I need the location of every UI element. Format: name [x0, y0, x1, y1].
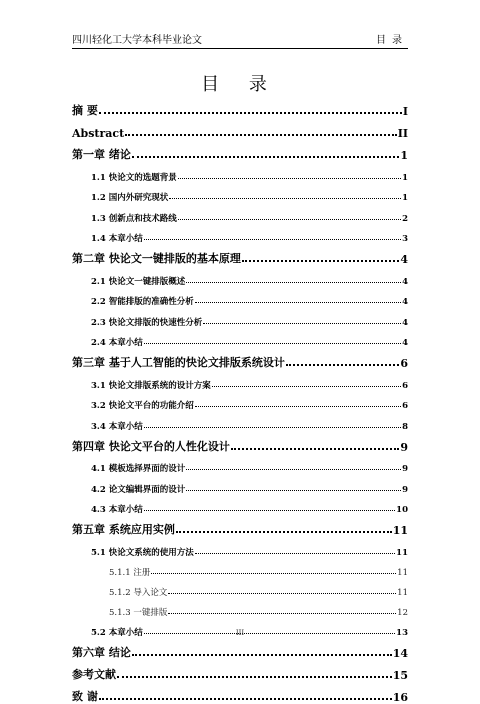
toc-entry-page: 15 [392, 669, 408, 682]
toc-entry-page: 3 [402, 234, 408, 244]
toc-entry-label: 第四章 快论文平台的人性化设计 [72, 439, 230, 453]
toc-entry[interactable] [72, 266, 408, 287]
toc-entry[interactable] [72, 558, 408, 578]
toc-dot-leader [195, 302, 401, 303]
toc-entry-label: 4.3 本章小结 [91, 505, 143, 515]
toc-entry-label: 4.2 论文编辑界面的设计 [91, 484, 186, 495]
toc-entry-label: 摘 要 [72, 104, 98, 117]
toc-entry-page: I [402, 105, 408, 118]
toc-entry-page: 2 [402, 213, 408, 224]
toc-entry-page: 6 [402, 380, 408, 391]
toc-entry-label: 5.1 快论文系统的使用方法 [91, 547, 194, 558]
toc-entry[interactable] [72, 391, 408, 412]
toc-entry-page: 11 [392, 524, 408, 537]
toc-entry-page: 13 [396, 628, 408, 638]
toc-entry-label: 5.1.1 注册 [109, 567, 151, 578]
toc-entry[interactable] [72, 578, 408, 598]
toc-entry[interactable] [72, 183, 408, 204]
toc-entry-label: 1.1 快论文的选题背景 [91, 172, 177, 183]
toc-dot-leader [176, 531, 392, 533]
toc-dot-leader [186, 282, 401, 283]
toc-entry-label: 第二章 快论文一键排版的基本原理 [72, 252, 241, 265]
toc-entry[interactable] [72, 370, 408, 391]
toc-entry-label: 1.3 创新点和技术路线 [91, 213, 177, 224]
toc-entry-label: 5.1.2 导入论文 [109, 587, 168, 598]
toc-entry-label: 5.1.3 一键排版 [109, 607, 168, 618]
toc-entry[interactable] [72, 162, 408, 183]
toc-entry-label: 2.4 本章小结 [91, 338, 143, 348]
toc-entry[interactable] [72, 432, 408, 454]
toc-dot-leader [203, 323, 401, 324]
toc-dot-leader [168, 593, 396, 594]
toc-dot-leader [212, 386, 401, 387]
toc-entry-page: 6 [402, 401, 408, 411]
toc-dot-leader [117, 676, 392, 678]
toc-entry-page: 4 [402, 338, 408, 348]
toc-dot-leader [242, 260, 400, 262]
page-number: III [235, 629, 245, 637]
toc-entry-page: 6 [400, 357, 408, 370]
toc-entry[interactable] [72, 515, 408, 537]
toc-entry-page: 9 [402, 484, 408, 495]
toc-entry-label: 参考文献 [72, 668, 116, 681]
toc-entry-page: 4 [402, 276, 408, 287]
toc-dot-leader [168, 613, 396, 614]
toc-dot-leader [178, 219, 401, 220]
toc-entry[interactable] [72, 328, 408, 349]
toc-dot-leader [286, 364, 400, 366]
toc-entry[interactable] [72, 598, 408, 618]
toc-entry-page: 11 [397, 587, 408, 598]
toc-entry-page: 4 [402, 297, 408, 307]
toc-entry-label: 4.1 模板选择界面的设计 [91, 464, 186, 474]
toc-dot-leader [144, 239, 401, 240]
toc-entry[interactable] [72, 287, 408, 308]
toc-entry-page: 1 [402, 172, 408, 183]
table-of-contents [72, 96, 408, 704]
toc-entry[interactable] [72, 348, 408, 370]
toc-entry[interactable] [72, 307, 408, 328]
toc-entry[interactable] [72, 495, 408, 516]
toc-entry-page: 4 [400, 253, 408, 266]
toc-entry[interactable] [72, 411, 408, 432]
toc-entry-label: 2.2 智能排版的准确性分析 [91, 297, 194, 307]
toc-entry-label: 1.2 国内外研究现状 [91, 193, 169, 203]
toc-dot-leader [195, 406, 401, 407]
toc-entry-label: 2.3 快论文排版的快速性分析 [91, 317, 203, 328]
toc-entry[interactable] [72, 638, 408, 660]
page-header [72, 34, 408, 49]
toc-dot-leader [144, 510, 395, 511]
toc-entry-page: 10 [396, 505, 408, 515]
toc-entry[interactable] [72, 96, 408, 118]
toc-entry-label: 3.1 快论文排版系统的设计方案 [91, 380, 211, 391]
toc-dot-leader [144, 427, 401, 428]
toc-entry-page: II [397, 127, 408, 140]
toc-entry-label: 2.1 快论文一键排版概述 [91, 276, 186, 287]
toc-entry-page: 1 [402, 193, 408, 203]
toc-entry-label: 第六章 结论 [72, 646, 131, 659]
toc-entry[interactable] [72, 454, 408, 475]
toc-entry[interactable] [72, 244, 408, 266]
toc-entry[interactable] [72, 224, 408, 245]
toc-dot-leader [132, 654, 392, 656]
toc-entry-page: 11 [396, 547, 408, 558]
page-title: 目 录 [201, 74, 279, 95]
toc-entry-page: 12 [397, 607, 408, 618]
toc-entry-label: 第五章 系统应用实例 [72, 523, 175, 536]
toc-entry-page: 8 [402, 421, 408, 432]
toc-dot-leader [144, 343, 401, 344]
toc-entry-page: 1 [400, 149, 408, 162]
toc-dot-leader [178, 178, 401, 179]
toc-dot-leader [132, 156, 400, 158]
toc-dot-leader [99, 698, 392, 700]
toc-dot-leader [231, 448, 400, 450]
toc-dot-leader [125, 134, 397, 136]
toc-entry-page: 9 [402, 464, 408, 474]
toc-entry-page: 9 [400, 440, 408, 454]
toc-entry-label: Abstract [72, 127, 125, 140]
toc-entry[interactable] [72, 682, 408, 704]
toc-dot-leader [195, 553, 395, 554]
toc-dot-leader [186, 469, 401, 470]
toc-entry-label: 3.2 快论文平台的功能介绍 [91, 401, 194, 411]
toc-entry-label: 第三章 基于人工智能的快论文排版系统设计 [72, 356, 285, 369]
toc-entry-page: 14 [392, 647, 408, 660]
toc-dot-leader [151, 573, 396, 574]
toc-entry[interactable] [72, 118, 408, 140]
toc-entry-page: 11 [397, 567, 408, 578]
toc-entry-label: 致 谢 [72, 690, 98, 703]
toc-entry[interactable] [72, 140, 408, 162]
toc-entry[interactable] [72, 537, 408, 558]
toc-entry-page: 16 [392, 691, 408, 704]
toc-entry[interactable] [72, 203, 408, 224]
toc-dot-leader [186, 490, 401, 491]
toc-entry-label: 5.2 本章小结 [91, 628, 143, 638]
toc-entry-label: 1.4 本章小结 [91, 234, 143, 244]
header-left-text: 四川轻化工大学本科毕业论文 [72, 35, 202, 46]
toc-dot-leader [169, 198, 401, 199]
header-right-text: 目录 [376, 35, 408, 46]
toc-entry[interactable] [72, 474, 408, 495]
toc-entry-label: 3.4 本章小结 [91, 421, 143, 432]
toc-entry-page: 4 [402, 317, 408, 328]
toc-entry-label: 第一章 绪论 [72, 148, 131, 161]
toc-dot-leader [99, 112, 402, 114]
